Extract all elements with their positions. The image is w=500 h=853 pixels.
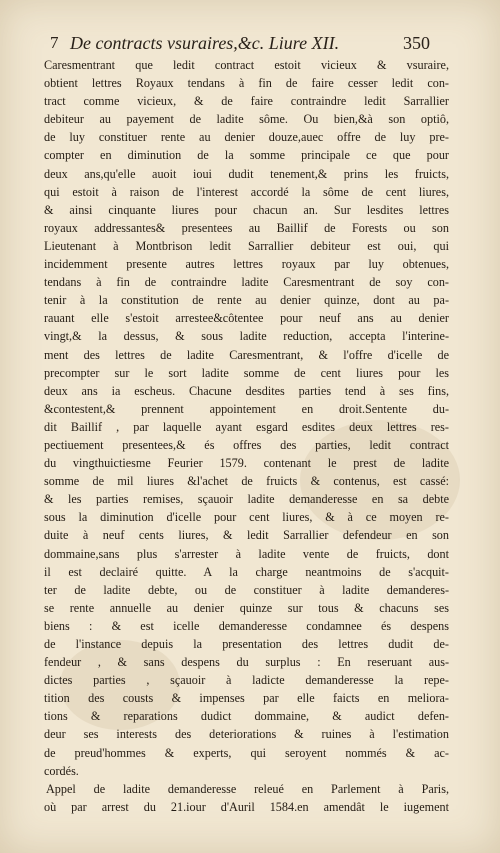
text-line: qui estoit à raison de l'interest accordé la sôme de cent liures, <box>44 184 449 199</box>
text-line: precompter sur le sort ladite somme de cent liures pour les <box>44 365 449 380</box>
body-text <box>44 56 449 816</box>
text-line: ter de ladite debte, ou de constituer à ladite demanderes- <box>44 582 449 597</box>
text-line: Appel de ladite demanderesse releué en Parlement à Paris, <box>46 781 449 796</box>
text-line: & les parties remises, sçauoir ladite demanderesse en sa debte <box>44 492 449 507</box>
text-line: incidemment presente autres lettres royaux par luy obtenues, <box>44 257 449 272</box>
text-line: rauant elle s'estoit arrestee&côtentee pour neuf ans au denier <box>44 311 449 326</box>
text-line: royaux addressantes& presentees au Baillif de Forests ou son <box>44 220 449 235</box>
text-line: tition des cousts & impenses par elle faicts en meliora- <box>44 691 449 706</box>
signature-mark: 7 <box>50 33 59 52</box>
running-title: De contracts vsuraires,&c. Liure XII. <box>70 33 340 53</box>
text-line: Lieutenant à Montbrison ledit Sarrallier debiteur est oui, qui <box>44 238 449 253</box>
text-line: de preud'hommes & experts, qui seroyent nommés & ac- <box>44 745 449 760</box>
text-line: dictes parties , sçauoir à ladicte demanderesse la repe- <box>44 673 449 688</box>
text-line: compter en diminution de la somme principale ce que pour <box>44 148 449 163</box>
text-line: de l'instance depuis la presentation des lettres dudit de- <box>44 637 449 651</box>
text-line: duite à neuf cents liures, & ledit Sarrallier defendeur en son <box>44 528 449 543</box>
text-line: debiteur au payement de ladite sôme. Ou bien,&à son optiô, <box>44 112 449 127</box>
text-line: deux ans,qu'elle auoit ioui dudit tenement,& prins les fruicts, <box>44 166 449 181</box>
text-line: somme de mil liures &l'achet de fruicts & contenus, est cassé: <box>44 474 449 489</box>
text-line: vingt,& la dessus, & sous ladite reduction, accepta l'interine- <box>44 329 449 344</box>
text-line: Caresmentrant que ledit contract estoit vicieux & vsuraire, <box>44 58 449 72</box>
text-line: où par arrest du 21.iour d'Auril 1584.en amendât le iugement <box>44 799 449 814</box>
text-line: & ainsi cinquante liures pour chacun an. Sur lesdites lettres <box>44 202 449 217</box>
text-line: ment des lettres de ladite Caresmentrant, & l'offre d'icelle de <box>44 347 449 362</box>
text-line: se rente annuelle au denier quinze sur tous & chacuns ses <box>44 600 449 615</box>
page-number: 350 <box>403 33 430 53</box>
text-line: fendeur , & sans despens du surplus : En reseruant aus- <box>44 655 449 670</box>
text-line: de luy constituer rente au denier douze,auec offre de luy pre- <box>44 130 449 145</box>
text-line: tenir à la constitution de rente au denier quinze, dont au pa- <box>44 293 449 308</box>
text-line: biens : & est icelle demanderesse condamnee és despens <box>44 618 449 633</box>
text-line: dit Baillif , par laquelle ayant esgard esdites deux lettres res- <box>44 419 449 434</box>
text-line: cordés. <box>44 763 79 778</box>
text-line: tract comme vicieux, & de faire contraindre ledit Sarrallier <box>44 94 449 109</box>
text-line: pectiuement presentees,& és offres des parties, ledit contract <box>44 437 449 452</box>
text-line: &contestent,& prennent appointement en droit.Sentente du- <box>44 401 449 416</box>
text-line: dommaine,sans plus s'arrester à ladite vente de fruicts, dont <box>44 546 449 561</box>
text-line: deux ans ia escheus. Chacune desdites parties tend à ses fins, <box>44 383 449 398</box>
text-line: sous la diminution d'icelle pour cent liures, & à ce moyen re- <box>44 510 449 525</box>
text-line: du vingthuictiesme Feurier 1579. contenant le prest de ladite <box>44 456 449 471</box>
text-line: tendans à fin de contraindre ladite Caresmentrant de soy con- <box>44 275 449 290</box>
text-line: deur ses interests des deteriorations & ruines à l'estimation <box>44 727 449 742</box>
page-header <box>50 33 430 55</box>
text-line: tions & reparations dudict dommaine, & audict defen- <box>44 709 449 724</box>
text-line: obtient lettres Royaux tendans à fin de faire cesser ledit con- <box>44 76 449 91</box>
text-line: il est declairé quitte. A la charge neantmoins de s'acquit- <box>44 564 449 579</box>
